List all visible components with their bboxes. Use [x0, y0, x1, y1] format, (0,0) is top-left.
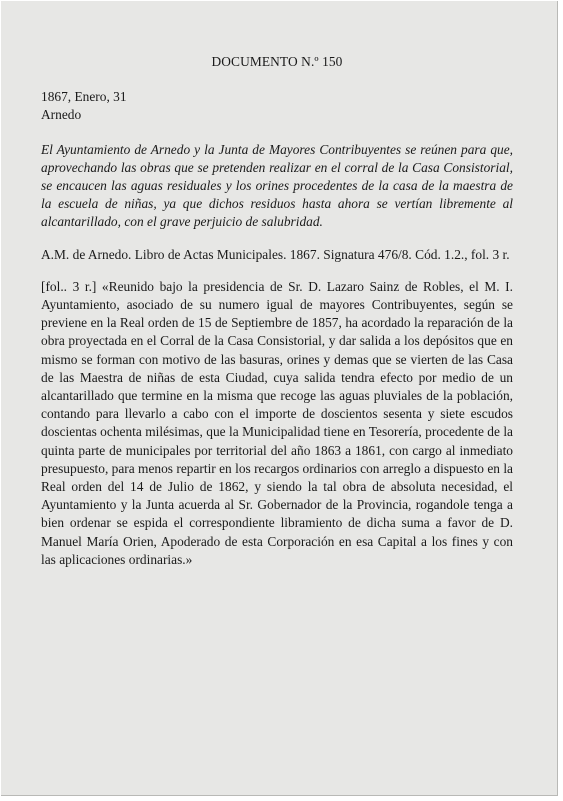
document-content: [41, 53, 513, 569]
dateline: [41, 88, 513, 124]
document-page: [1, 1, 558, 796]
document-place: Arnedo: [41, 107, 82, 123]
document-summary: El Ayuntamiento de Arnedo y la Junta de Mayores Contribuyentes se reúnen para que, aprovechando las obras que se pretenden realizar en el corral de la Casa Consistorial, se encaucen las aguas residuales y los orines procedentes de la casa de la maestra de la escuela de niñas, ya que dichos residuos hasta ahora se vertían libremente al alcantarillado, con el grave perjuicio de salubridad.: [41, 141, 513, 230]
archive-source: A.M. de Arnedo. Libro de Actas Municipales. 1867. Signatura 476/8. Cód. 1.2., fol. 3 r.: [41, 246, 510, 262]
document-transcription: [fol.. 3 r.] «Reunido bajo la presidencia de Sr. D. Lazaro Sainz de Robles, el M. I. Ayuntamiento, asociado de su numero igual de mayores Contribuyentes, según se previene en la Real orden de 15 de Septiembre de 1857, ha acordado la reparación de la obra proyectada en el Corral de la Casa Consistorial, y dar salida a los depósitos que en mismo se forman con motivo de las basuras, orines y demas que se vierten de las Casa de las Maestra de niñas de esta Ciudad, cuya salida tendra efecto por medio de un alcantarillado que termine en la misma que recoge las aguas pluviales de la población, contando para llevarlo a cabo con el importe de doscientos sesenta y siete escudos doscientas ochenta milésimas, que la Municipalidad tiene en Tesorería, procedente de la quinta parte de municipales por territorial del año 1863 a 1861, con cargo al inmediato presupuesto, para menos repartir en los recargos ordinarios con arreglo a dispuesto en la Real orden del 14 de Julio de 1862, y siendo la tal obra de absoluta necesidad, el Ayuntamiento y la Junta acuerda al Sr. Gobernador de la Provincia, rogandole tenga a bien ordenar se espida el correspondiente libramiento de dicha suma a favor de D. Manuel María Orien, Apoderado de esta Corporación en esa Capital a los fines y con las aplicaciones ordinarias.»: [41, 278, 513, 567]
document-title: DOCUMENTO N.º 150: [211, 54, 343, 69]
document-date: 1867, Enero, 31: [41, 89, 127, 105]
